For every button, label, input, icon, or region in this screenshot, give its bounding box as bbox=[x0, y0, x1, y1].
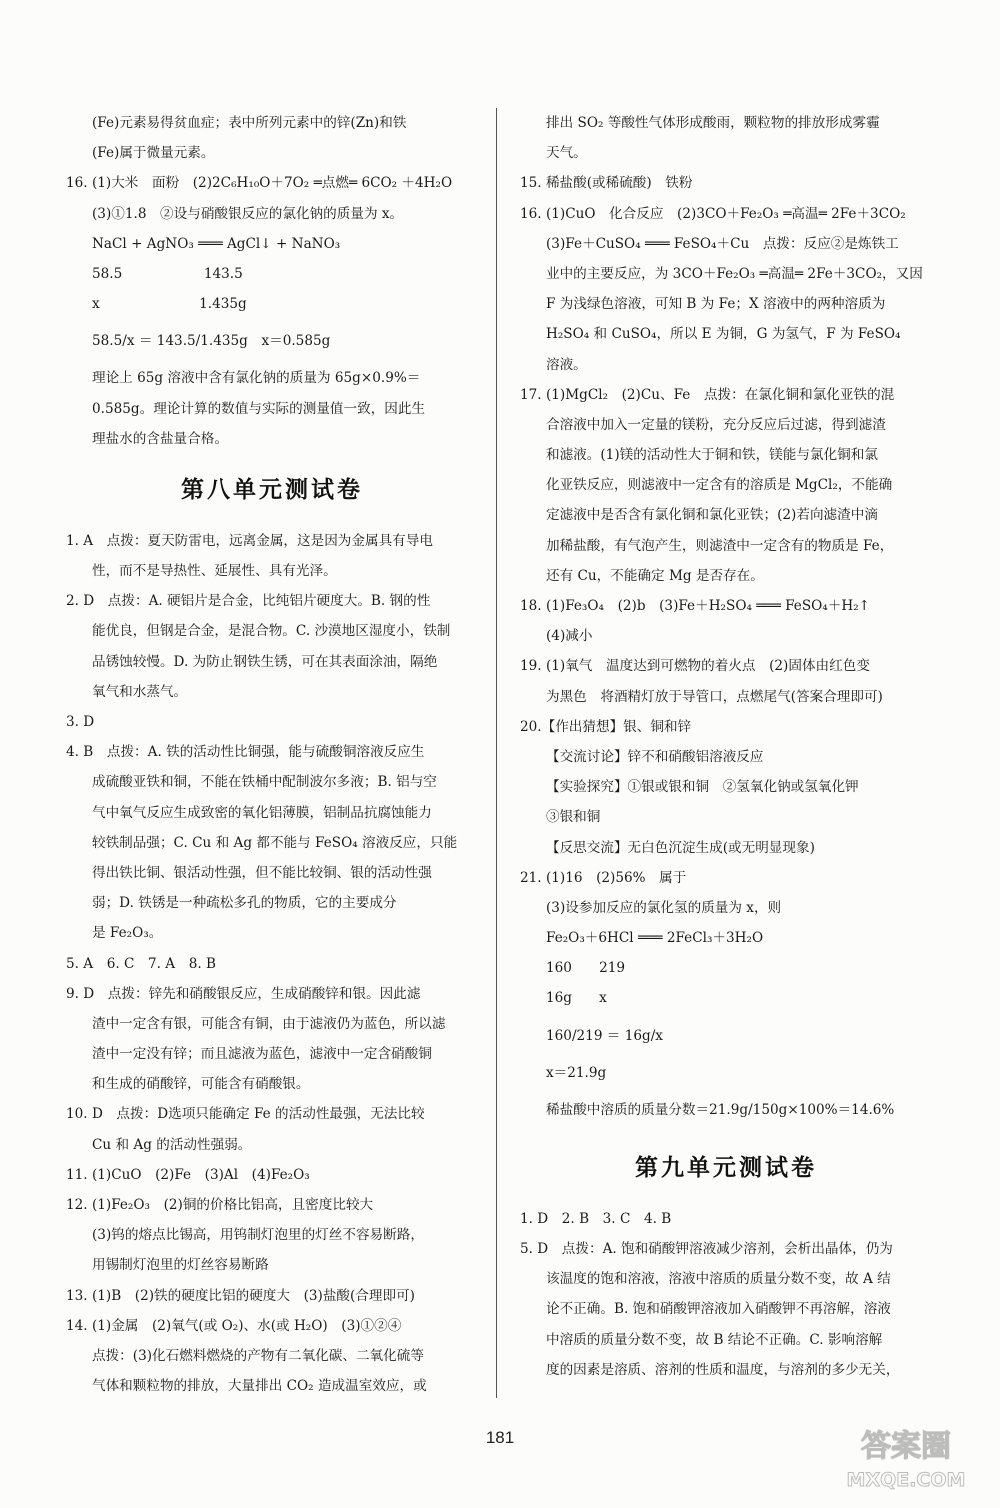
text-line: 16. (1)CuO 化合反应 (2)3CO＋Fe₂O₃ ═高温═ 2Fe＋3CO₂ bbox=[520, 205, 906, 222]
text-line: 理论上 65g 溶液中含有氯化钠的质量为 65g×0.9%＝ bbox=[92, 370, 421, 387]
section-title: 第九单元测试卷 bbox=[635, 1154, 817, 1181]
watermark-bottom-text: MXQE.COM bbox=[846, 1469, 966, 1491]
text-line: 58.5/x ＝ 143.5/1.435g x＝0.585g bbox=[92, 333, 331, 350]
text-line: 能优良，但钢是合金，是混合物。C. 沙漠地区湿度小，铁制 bbox=[92, 623, 451, 640]
text-line: 弱；D. 铁锈是一种疏松多孔的物质，它的主要成分 bbox=[92, 895, 397, 912]
text-line: 【实验探究】①银或银和铜 ②氢氧化钠或氢氧化钾 bbox=[546, 779, 859, 796]
text-line: 中溶质的质量分数不变，故 B 结论不正确。C. 影响溶解 bbox=[546, 1331, 883, 1348]
watermark-top-text: 答案圈 bbox=[861, 1429, 951, 1464]
text-line: 14. (1)金属 (2)氧气(或 O₂)、水(或 H₂O) (3)①②④ bbox=[66, 1317, 402, 1334]
text-line: 和生成的硝酸锌，可能含有硝酸银。 bbox=[92, 1076, 310, 1093]
text-line: 13. (1)B (2)铁的硬度比铝的硬度大 (3)盐酸(合理即可) bbox=[66, 1287, 415, 1304]
text-line: 渣中一定没有锌；而且滤液为蓝色，滤液中一定含硝酸铜 bbox=[92, 1046, 432, 1063]
text-line: (4)减小 bbox=[546, 628, 593, 645]
section-title: 第八单元测试卷 bbox=[181, 476, 363, 503]
text-line: 化亚铁反应，则滤液中一定含有的溶质是 MgCl₂，不能确 bbox=[546, 477, 893, 494]
text-line: 渣中一定含有银，可能含有铜，由于滤液仍为蓝色，所以滤 bbox=[92, 1015, 446, 1032]
text-line: 2. D 点拨：A. 硬铝片是合金，比纯铝片硬度大。B. 钢的性 bbox=[66, 593, 431, 610]
text-line: 0.585g。理论计算的数值与实际的测量值一致，因此生 bbox=[92, 400, 426, 417]
text-line: 9. D 点拨：锌先和硝酸银反应，生成硝酸锌和银。因此滤 bbox=[66, 985, 421, 1002]
text-line: 理盐水的含盐量合格。 bbox=[92, 430, 228, 447]
text-line: 为黑色 将酒精灯放于导管口，点燃尾气(答案合理即可) bbox=[546, 688, 883, 705]
text-line: 用锡制灯泡里的灯丝容易断路 bbox=[92, 1257, 269, 1274]
text-line: 5. D 点拨：A. 饱和硝酸钾溶液减少溶剂，会析出晶体，仍为 bbox=[520, 1241, 893, 1257]
text-line: 11. (1)CuO (2)Fe (3)Al (4)Fe₂O₃ bbox=[66, 1166, 310, 1183]
text-line: Fe₂O₃＋6HCl ═══ 2FeCl₃＋3H₂O bbox=[546, 930, 764, 947]
text-line: 业中的主要反应，为 3CO＋Fe₂O₃ ═高温═ 2Fe＋3CO₂，又因 bbox=[546, 265, 923, 282]
text-line: F 为浅绿色溶液，可知 B 为 Fe；X 溶液中的两种溶质为 bbox=[546, 296, 886, 313]
text-line: 5. A 6. C 7. A 8. B bbox=[66, 955, 216, 972]
text-line: 加稀盐酸，有气泡产生，则滤渣中一定含有的物质是 Fe， bbox=[546, 537, 894, 554]
text-line: 16g x bbox=[546, 990, 607, 1007]
text-line: 3. D bbox=[66, 714, 95, 730]
text-line: 21. (1)16 (2)56% 属于 bbox=[520, 869, 687, 886]
text-line: x 1.435g bbox=[92, 296, 247, 313]
text-line: 和滤液。(1)镁的活动性大于铜和铁，镁能与氯化铜和氯 bbox=[546, 447, 878, 464]
text-line: Cu 和 Ag 的活动性强弱。 bbox=[92, 1136, 252, 1153]
text-line: 稀盐酸中溶质的质量分数＝21.9g/150g×100%＝14.6% bbox=[546, 1101, 895, 1118]
text-line: 160 219 bbox=[546, 960, 626, 977]
text-line: NaCl + AgNO₃ ═══ AgCl↓ + NaNO₃ bbox=[92, 235, 341, 252]
text-line: 58.5 143.5 bbox=[92, 265, 243, 282]
text-line: 1. D 2. B 3. C 4. B bbox=[520, 1210, 672, 1227]
column-divider bbox=[496, 108, 497, 1398]
text-line: 15. 稀盐酸(或稀硫酸) 铁粉 bbox=[520, 175, 693, 192]
text-line: 度的因素是溶质、溶剂的性质和温度，与溶剂的多少无关， bbox=[546, 1361, 900, 1378]
text-line: (3)Fe＋CuSO₄ ═══ FeSO₄＋Cu 点拨：反应②是炼铁工 bbox=[546, 235, 899, 252]
text-line: (Fe)元素易得贫血症；表中所列元素中的锌(Zn)和铁 bbox=[92, 115, 407, 131]
text-line: (3)①1.8 ②设与硝酸银反应的氯化钠的质量为 x。 bbox=[92, 205, 404, 222]
text-line: 4. B 点拨：A. 铁的活动性比铜强，能与硫酸铜溶液反应生 bbox=[66, 744, 425, 761]
text-line: 天气。 bbox=[546, 145, 587, 162]
text-line: (Fe)属于微量元素。 bbox=[92, 145, 215, 162]
watermark-logo bbox=[836, 1418, 976, 1498]
page-number: 181 bbox=[485, 1428, 515, 1447]
text-line: 排出 SO₂ 等酸性气体形成酸雨，颗粒物的排放形成雾霾 bbox=[546, 115, 880, 131]
text-line: 合溶液中加入一定量的镁粉，充分反应后过滤，得到滤渣 bbox=[546, 416, 886, 433]
text-line: 成硫酸亚铁和铜，不能在铁桶中配制波尔多液；B. 铝与空 bbox=[92, 774, 437, 791]
text-line: 17. (1)MgCl₂ (2)Cu、Fe 点拨：在氯化铜和氯化亚铁的混 bbox=[520, 386, 895, 403]
text-line: 该温度的饱和溶液，溶液中溶质的质量分数不变，故 A 结 bbox=[546, 1271, 891, 1288]
text-line: 18. (1)Fe₃O₄ (2)b (3)Fe＋H₂SO₄ ═══ FeSO₄＋H₂↑ bbox=[520, 598, 871, 614]
text-line: 气体和颗粒物的排放，大量排出 CO₂ 造成温室效应，或 bbox=[92, 1378, 427, 1395]
left-column bbox=[66, 108, 478, 1401]
text-line: 气中氧气反应生成致密的氧化铝薄膜，铝制品抗腐蚀能力 bbox=[92, 804, 432, 821]
text-line: 【反思交流】无白色沉淀生成(或无明显现象) bbox=[546, 839, 815, 856]
text-line: 1. A 点拨：夏天防雷电，远离金属，这是因为金属具有导电 bbox=[66, 532, 433, 549]
text-line: 19. (1)氧气 温度达到可燃物的着火点 (2)固体由红色变 bbox=[520, 658, 870, 675]
right-column bbox=[520, 108, 932, 1385]
text-line: 20.【作出猜想】银、铜和锌 bbox=[520, 718, 692, 735]
text-line: (3)钨的熔点比锡高，用钨制灯泡里的灯丝不容易断路， bbox=[92, 1227, 424, 1244]
text-line: 【交流讨论】锌不和硝酸铝溶液反应 bbox=[546, 748, 764, 765]
text-line: 溶液。 bbox=[546, 356, 587, 373]
text-line: 16. (1)大米 面粉 (2)2C₆H₁₀O＋7O₂ ═点燃═ 6CO₂ ＋4H₂O bbox=[66, 175, 453, 192]
text-line: (3)设参加反应的氯化氢的质量为 x，则 bbox=[546, 899, 782, 916]
text-line: ③银和铜 bbox=[546, 809, 601, 826]
text-line: 还有 Cu，不能确定 Mg 是否存在。 bbox=[546, 567, 764, 584]
text-line: 氧气和水蒸气。 bbox=[92, 683, 188, 700]
text-line: 较铁制品强；C. Cu 和 Ag 都不能与 FeSO₄ 溶液反应，只能 bbox=[92, 834, 458, 851]
text-line: 10. D 点拨：D选项只能确定 Fe 的活动性最强，无法比较 bbox=[66, 1106, 425, 1123]
text-line: 160/219 ＝ 16g/x bbox=[546, 1027, 663, 1044]
text-line: 是 Fe₂O₃。 bbox=[92, 925, 163, 942]
text-line: H₂SO₄ 和 CuSO₄，所以 E 为铜，G 为氢气，F 为 FeSO₄ bbox=[546, 326, 901, 343]
text-line: 12. (1)Fe₂O₃ (2)铜的价格比铝高，且密度比较大 bbox=[66, 1197, 374, 1213]
text-line: 论不正确。B. 饱和硝酸钾溶液加入硝酸钾不再溶解，溶液 bbox=[546, 1301, 891, 1318]
text-line: 品锈蚀较慢。D. 为防止钢铁生锈，可在其表面涂油，隔绝 bbox=[92, 653, 438, 670]
text-line: 性，而不是导热性、延展性、具有光泽。 bbox=[92, 563, 337, 580]
text-line: 点拨：(3)化石燃料燃烧的产物有二氧化碳、二氧化硫等 bbox=[92, 1347, 424, 1364]
text-line: 定滤液中是否含有氯化铜和氯化亚铁；(2)若向滤渣中滴 bbox=[546, 507, 878, 524]
text-line: 得出铁比铜、银活动性强，但不能比较铜、银的活动性强 bbox=[92, 864, 432, 881]
text-line: x＝21.9g bbox=[546, 1064, 607, 1081]
